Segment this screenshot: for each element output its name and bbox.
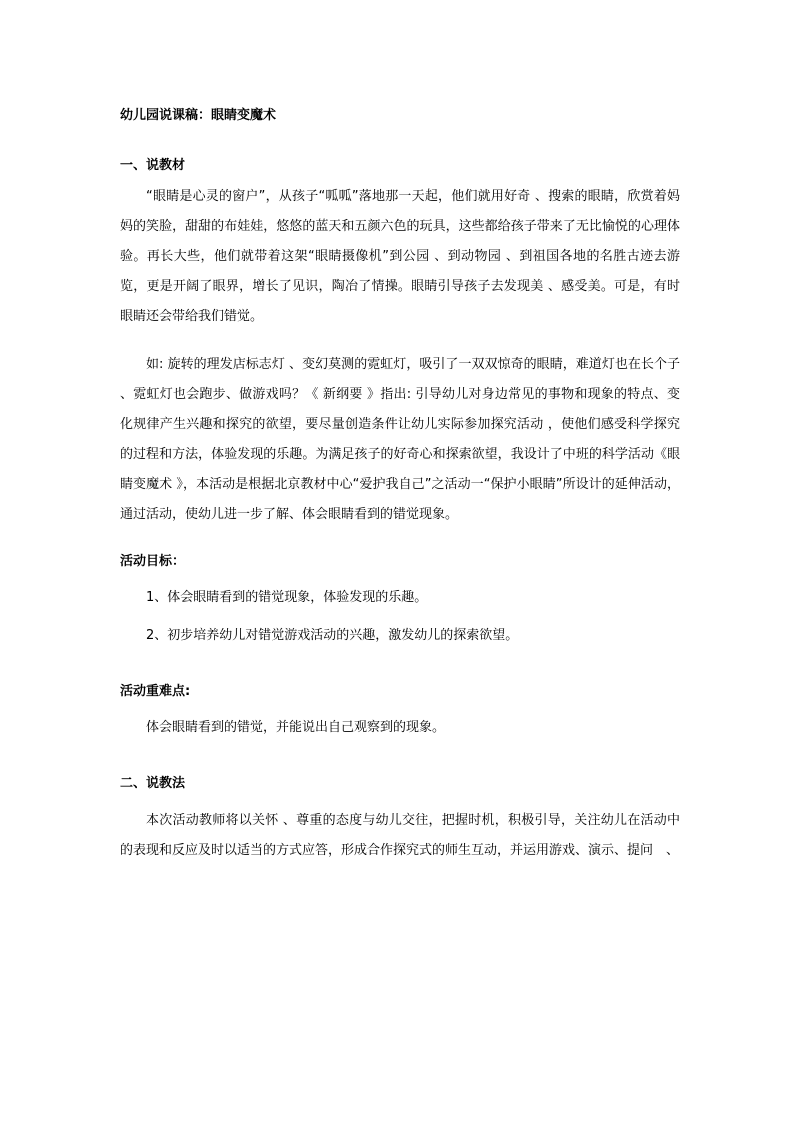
document-content xyxy=(120,106,680,866)
section1-heading: 一、说教材 xyxy=(120,158,186,173)
key-points-text: 体会眼睛看到的错觉，并能说出自己观察到的现象。 xyxy=(146,720,446,735)
key-points-heading: 活动重难点: xyxy=(120,684,191,699)
goal-item-2: 2、初步培养幼儿对错觉游戏活动的兴趣，激发幼儿的探索欲望。 xyxy=(146,628,519,643)
document-title: 幼儿园说课稿：眼睛变魔术 xyxy=(120,108,277,123)
section2-paragraph-1: 本次活动教师将以关怀 、尊重的态度与幼儿交往，把握时机，积极引导，关注幼儿在活动中的表现和反应及时以适当的方式应答，形成合作探究式的师生互动，并运用游戏、演示、提问 、 xyxy=(120,813,680,858)
goals-heading: 活动目标： xyxy=(120,554,186,569)
section1-paragraph-2: 如: 旋转的理发店标志灯 、变幻莫测的霓虹灯，吸引了一双双惊奇的眼睛，难道灯也在长个子 、霓虹灯也会跑步、做游戏吗？《 新纲要 》指出: 引导幼儿对身边常见的事物和现象的特点、变化规律产生兴趣和探究的欲望，要尽量创造条件让幼儿实际参加探究活动 ，使他们感受科学探究的过程和方法，体验发现的乐趣。为满足孩子的好奇心和探索欲望，我设计了中班的科学活动《眼睛变魔术 》，本活动是根据北京教材中心“爱护我自己”之活动一“保护小眼睛”所设计的延伸活动，通过活动，使幼儿进一步了解、体会眼睛看到的错觉现象。 xyxy=(120,357,680,522)
section2-heading: 二、说教法 xyxy=(120,776,186,791)
section1-paragraph-1: “眼睛是心灵的窗户”，从孩子“呱呱”落地那一天起，他们就用好奇 、搜索的眼睛，欣赏着妈妈的笑脸，甜甜的布娃娃，悠悠的蓝天和五颜六色的玩具，这些都给孩子带来了无比愉悦的心理体验。再长大些，他们就带着这架“眼睛摄像机”到公园 、到动物园 、到祖国各地的名胜古迹去游览，更是开阔了眼界，增长了见识，陶冶了情操。眼睛引导孩子去发现美 、感受美。可是，有时眼睛还会带给我们错觉。 xyxy=(120,189,680,324)
goal-item-1: 1、体会眼睛看到的错觉现象，体验发现的乐趣。 xyxy=(146,590,428,605)
